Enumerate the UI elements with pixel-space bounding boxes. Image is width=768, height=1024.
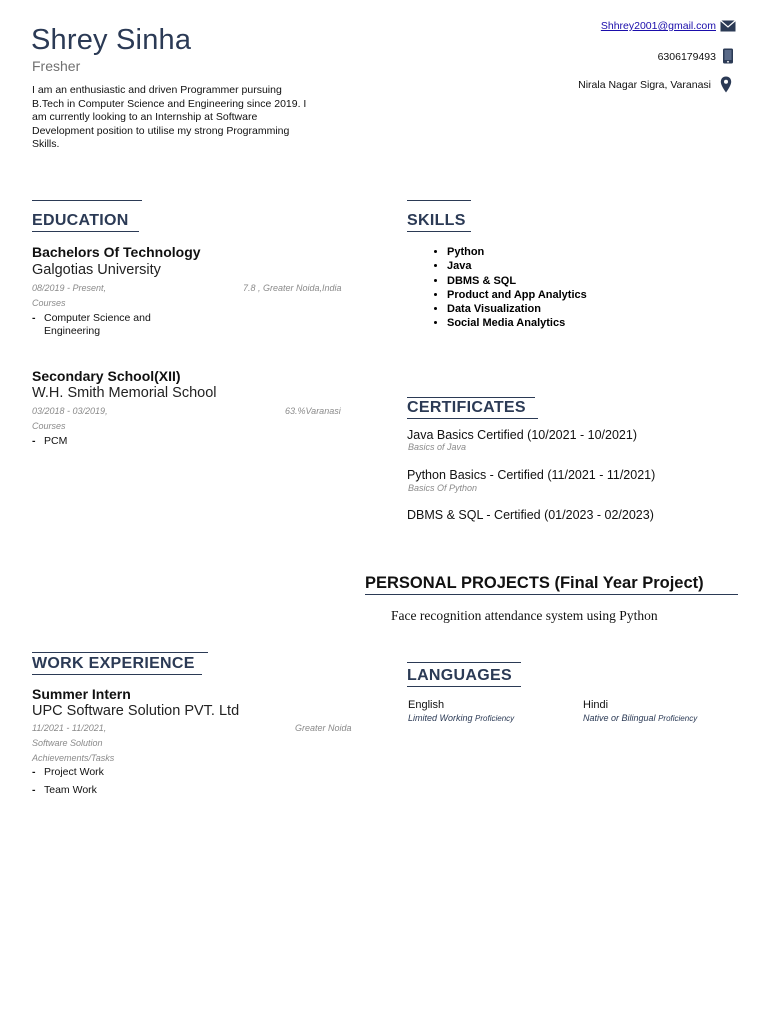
phone-icon: [722, 48, 734, 64]
education-dates: 08/2019 - Present,: [32, 283, 107, 293]
dash-bullet: -: [32, 784, 36, 796]
education-underline: [32, 231, 139, 232]
education-dates: 03/2018 - 03/2019,: [32, 406, 108, 416]
language-name: Hindi: [583, 699, 609, 711]
certificate-title: Java Basics Certified (10/2021 - 10/2021): [407, 428, 637, 442]
course-text: Computer Science and Engineering: [44, 312, 151, 337]
work-rule: [32, 652, 208, 653]
projects-heading: PERSONAL PROJECTS (Final Year Project): [365, 574, 704, 592]
education-heading: EDUCATION: [32, 212, 129, 229]
profile-summary: I am an enthusiastic and driven Programmer pursuing B.Tech in Computer Science and Engineering since 2019. I am currently looking to an Internship at Software Development position to utilise my strong Programming Skills.: [32, 84, 307, 150]
courses-label: Courses: [32, 421, 66, 431]
languages-heading: LANGUAGES: [407, 667, 512, 684]
work-company: UPC Software Solution PVT. Ltd: [32, 703, 240, 719]
email-link[interactable]: Shhrey2001@gmail.com: [600, 20, 716, 32]
task-text: Project Work: [44, 766, 104, 778]
language-level: [408, 713, 514, 723]
education-institution: Galgotias University: [32, 262, 161, 278]
dash-bullet: -: [32, 435, 36, 447]
certificate-subtitle: Basics of Java: [408, 442, 467, 452]
languages-rule: [407, 662, 521, 663]
language-level: [583, 713, 697, 723]
skill-item: • Java: [447, 259, 727, 273]
certificates-rule: [407, 397, 535, 398]
candidate-name: Shrey Sinha: [31, 24, 192, 56]
course-item: [32, 435, 67, 448]
contact-address: Nirala Nagar Sigra, Varanasi: [578, 79, 711, 91]
projects-underline: [365, 594, 738, 595]
certificates-heading: CERTIFICATES: [407, 399, 526, 416]
task-item: [32, 766, 104, 779]
education-rule: [32, 200, 142, 201]
work-dates: 11/2021 - 11/2021,: [32, 723, 107, 733]
work-location: Greater Noida: [295, 723, 352, 733]
language-name: English: [408, 699, 445, 711]
skill-item: • Social Media Analytics: [447, 316, 727, 330]
work-heading: WORK EXPERIENCE: [32, 655, 195, 672]
contact-phone: 6306179493: [657, 51, 716, 63]
skills-rule: [407, 200, 471, 201]
task-text: Team Work: [44, 784, 97, 796]
course-text: PCM: [44, 435, 68, 447]
language-level-suffix: Proficiency: [475, 714, 515, 723]
certificate-subtitle: Basics Of Python: [408, 483, 478, 493]
work-description: Software Solution: [32, 738, 103, 748]
languages-underline: [407, 686, 521, 687]
contact-email[interactable]: [601, 20, 716, 32]
language-level-main: Limited Working: [408, 713, 473, 723]
education-degree: Bachelors Of Technology: [32, 244, 201, 260]
task-item: [32, 784, 97, 797]
skills-heading: SKILLS: [407, 212, 466, 229]
certificates-underline: [407, 418, 538, 419]
education-institution: W.H. Smith Memorial School: [32, 385, 217, 401]
envelope-icon: [720, 19, 736, 33]
project-item: Face recognition attendance system using Python: [391, 608, 658, 623]
skill-item: • Product and App Analytics: [447, 288, 727, 302]
skill-item: • Data Visualization: [447, 302, 727, 316]
courses-label: Courses: [32, 298, 66, 308]
certificate-title: Python Basics - Certified (11/2021 - 11/2021): [407, 468, 656, 482]
language-level-suffix: Proficiency: [658, 714, 698, 723]
dash-bullet: -: [32, 766, 36, 778]
work-underline: [32, 674, 202, 675]
education-degree: Secondary School(XII): [32, 368, 181, 384]
dash-bullet: -: [32, 312, 36, 324]
skills-underline: [407, 231, 471, 232]
skill-item: • Python: [447, 245, 727, 259]
skills-list-wrap: [407, 245, 727, 331]
skills-list: [407, 245, 727, 331]
work-role: Summer Intern: [32, 686, 131, 702]
tasks-label: Achievements/Tasks: [32, 753, 115, 763]
skill-item: • DBMS & SQL: [447, 274, 727, 288]
candidate-title: Fresher: [32, 58, 81, 74]
location-pin-icon: [720, 76, 732, 93]
certificate-title: DBMS & SQL - Certified (01/2023 - 02/2023): [407, 508, 654, 522]
language-level-main: Native or Bilingual: [583, 713, 656, 723]
education-detail: 63.%Varanasi: [285, 406, 341, 416]
education-detail: 7.8 , Greater Noida,India: [243, 283, 342, 293]
course-item: [32, 312, 182, 337]
